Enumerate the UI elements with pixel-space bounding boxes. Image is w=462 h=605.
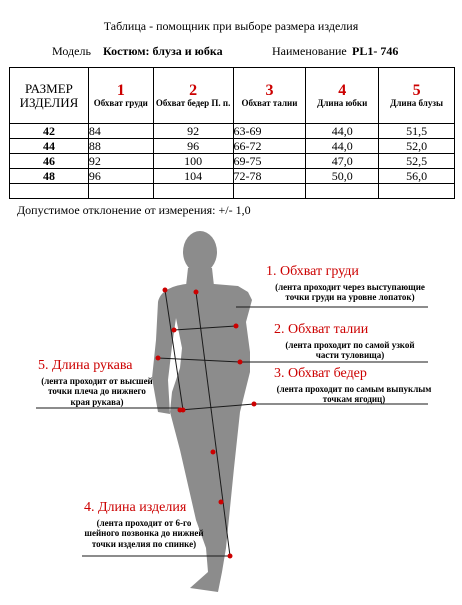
annotation-heading: 5. Длина рукава: [38, 358, 133, 373]
table-cell: 104: [153, 169, 233, 184]
column-header-size: РАЗМЕР ИЗДЕЛИЯ: [10, 68, 89, 124]
annotation-description: (лента проходит через выступающие точки груди на уровне лопаток): [275, 282, 425, 303]
name-label: Наименование: [272, 44, 347, 58]
column-header-hips: 2 Обхват бедер П. п.: [153, 68, 233, 124]
annotation-heading: 2. Обхват талии: [274, 322, 369, 337]
name-value: PL1- 746: [352, 44, 399, 58]
model-value: Костюм: блуза и юбка: [103, 44, 223, 58]
page-title: Таблица - помощник при выборе размера изделия: [103, 19, 359, 33]
table-cell: 42: [10, 124, 89, 139]
annotation-description: (лента проходит от высшей точки плеча до нижнего края рукава): [41, 376, 153, 407]
table-cell: 72-78: [233, 169, 306, 184]
annotation-heading: 3. Обхват бедер: [274, 366, 367, 381]
annotation-heading: 1. Обхват груди: [266, 264, 359, 279]
annotation-waist: [274, 322, 426, 361]
annotation-heading: 4. Длина изделия: [84, 500, 187, 515]
table-cell: 50,0: [306, 169, 379, 184]
table-cell: 44,0: [306, 124, 379, 139]
table-cell: 92: [88, 154, 153, 169]
table-cell: 63-69: [233, 124, 306, 139]
table-cell: 46: [10, 154, 89, 169]
column-header-blouse-length: 5 Длина блузы: [379, 68, 455, 124]
table-cell: 52,5: [379, 154, 455, 169]
column-header-skirt-length: 4 Длина юбки: [306, 68, 379, 124]
column-header-waist: 3 Обхват талии: [233, 68, 306, 124]
table-cell: 96: [153, 139, 233, 154]
annotation-hips: [274, 366, 434, 405]
column-header-chest: 1 Обхват груди: [88, 68, 153, 124]
annotation-description: (лента проходит от 6-го шейного позвонка до нижней точки изделия по спинке): [84, 518, 204, 549]
table-cell: 84: [88, 124, 153, 139]
model-label: Модель: [52, 44, 91, 58]
table-cell: 92: [153, 124, 233, 139]
annotation-length: [84, 500, 204, 549]
annotation-chest: [266, 264, 434, 303]
table-cell: 47,0: [306, 154, 379, 169]
table-cell: 100: [153, 154, 233, 169]
tolerance-note: Допустимое отклонение от измерения: +/- 1,0: [17, 203, 251, 217]
annotation-sleeve: [38, 358, 156, 407]
table-cell: 69-75: [233, 154, 306, 169]
table-cell: 88: [88, 139, 153, 154]
table-cell: 96: [88, 169, 153, 184]
table-cell: 51,5: [379, 124, 455, 139]
table-cell: 44: [10, 139, 89, 154]
table-cell: 66-72: [233, 139, 306, 154]
table-cell: 48: [10, 169, 89, 184]
table-cell: 44,0: [306, 139, 379, 154]
table-cell: 56,0: [379, 169, 455, 184]
annotation-description: (лента проходит по самым выпуклым точкам ягодиц): [276, 384, 432, 405]
table-cell: 52,0: [379, 139, 455, 154]
annotation-description: (лента проходит по самой узкой части туловища): [285, 340, 415, 361]
